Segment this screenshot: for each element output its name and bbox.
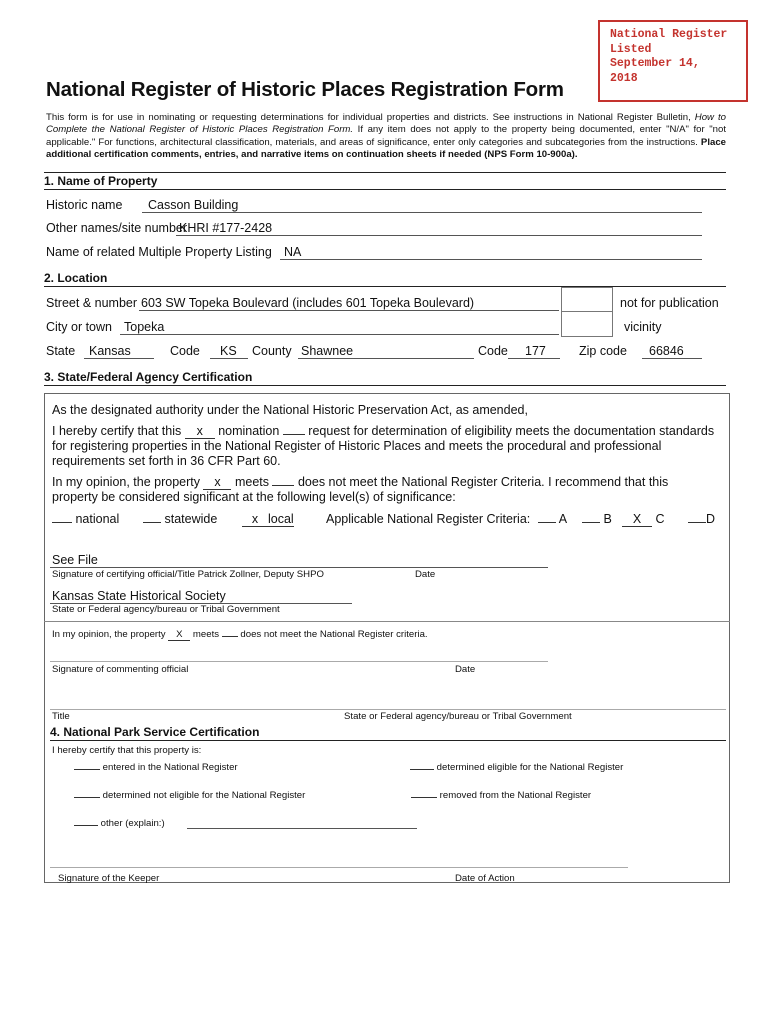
criteria-d: [688, 512, 715, 526]
stamp-line-4: 2018: [610, 71, 638, 85]
mpl-label: Name of related Multiple Property Listing: [46, 245, 272, 259]
not-for-publication-label: not for publication: [620, 296, 719, 310]
zip-label: Zip code: [579, 344, 627, 358]
opinion-text-c: does not meet the National Register Criteria. I recommend that this: [297, 475, 669, 489]
intro-text-2: If any item does not apply to the property being documented, enter "N/A" for "not applicable." For functions, architectural classification, materials, and areas of significance, enter only categories and subcategories from the instructions.: [46, 124, 726, 148]
comment-text-a: In my opinion, the property: [52, 629, 169, 640]
signature-label: Signature of certifying official/Title Patrick Zollner, Deputy SHPO: [52, 569, 324, 580]
criteria-c-mark[interactable]: X: [622, 512, 652, 527]
entered-mark[interactable]: [74, 769, 100, 770]
city-value[interactable]: Topeka: [124, 320, 165, 334]
vicinity-checkbox[interactable]: [561, 311, 613, 337]
signature-date-label: Date: [415, 569, 436, 580]
intro-bold-note: Place additional certification comments, entries, and narrative items on continuation sheets if needed (NPS Form 10-900a).: [46, 136, 726, 161]
section-4-heading: 4. National Park Service Certification: [50, 725, 726, 741]
street-value[interactable]: 603 SW Topeka Boulevard (includes 601 Topeka Boulevard): [141, 296, 475, 310]
county-code-label: Code: [478, 344, 508, 358]
nps-removed: [411, 790, 591, 801]
date-of-action-label: Date of Action: [455, 873, 515, 884]
comment-opinion: [52, 629, 428, 641]
vicinity-label: vicinity: [624, 320, 662, 334]
nps-intro: I hereby certify that this property is:: [52, 745, 202, 756]
keeper-signature-label: Signature of the Keeper: [58, 873, 160, 884]
agency-label: State or Federal agency/bureau or Tribal Government: [52, 604, 280, 615]
entered-label: entered in the National Register: [102, 762, 238, 773]
criteria-c-label: C: [655, 512, 665, 526]
nps-determined-eligible: [410, 762, 623, 773]
statewide-mark[interactable]: [143, 522, 161, 523]
comment-does-not-meet-mark[interactable]: [222, 636, 238, 637]
title-label: Title: [52, 711, 70, 722]
not-eligible-label: determined not eligible for the National Register: [102, 790, 306, 801]
determined-eligible-label: determined eligible for the National Register: [436, 762, 624, 773]
national-mark[interactable]: [52, 522, 72, 523]
other-names-label: Other names/site number: [46, 221, 188, 235]
level-local: [242, 512, 294, 527]
county-code-line: [508, 358, 560, 359]
city-line: [120, 334, 559, 335]
level-national: [52, 512, 119, 526]
other-mark[interactable]: [74, 825, 98, 826]
certify-line-1: [52, 424, 714, 439]
page-title: National Register of Historic Places Registration Form: [46, 78, 564, 101]
national-label: national: [75, 512, 120, 526]
state-line: [84, 358, 154, 359]
city-label: City or town: [46, 320, 112, 334]
removed-mark[interactable]: [411, 797, 437, 798]
comment-meets-mark[interactable]: X: [168, 629, 190, 641]
comment-date-label: Date: [455, 664, 476, 675]
section-1-heading: 1. Name of Property: [44, 174, 726, 190]
divider-comment: [44, 621, 730, 622]
other-label: other (explain:): [100, 818, 165, 829]
intro-paragraph: [46, 112, 726, 162]
criteria-d-mark[interactable]: [688, 522, 706, 523]
request-mark[interactable]: [283, 434, 305, 435]
comment-text-b: meets: [190, 629, 222, 640]
historic-name-value[interactable]: Casson Building: [148, 198, 239, 212]
certify-line-3: requirements set forth in 36 CFR Part 60.: [52, 454, 281, 468]
intro-text-1: This form is for use in nominating or requesting determinations for individual properties and districts. See instructions in National Register Bulletin,: [46, 112, 695, 123]
section-1-top-rule: [44, 172, 726, 173]
does-not-meet-mark[interactable]: [272, 485, 294, 486]
criteria-a-mark[interactable]: [538, 522, 556, 523]
not-for-publication-checkbox[interactable]: [561, 287, 613, 313]
title-line: [50, 709, 726, 710]
title-agency-label: State or Federal agency/bureau or Tribal Government: [344, 711, 572, 722]
nps-other: [74, 818, 165, 829]
keeper-signature-line: [50, 867, 628, 868]
local-label: local: [268, 512, 294, 526]
state-value[interactable]: Kansas: [89, 344, 131, 358]
listing-stamp: [598, 20, 748, 102]
criteria-a: [538, 512, 567, 526]
certify-text-a: I hereby certify that this: [52, 424, 185, 438]
criteria-d-label: D: [706, 512, 716, 526]
mpl-value[interactable]: NA: [284, 245, 302, 259]
section-2-heading: 2. Location: [44, 271, 726, 287]
agency-value[interactable]: Kansas State Historical Society: [52, 589, 226, 603]
stamp-line-3: September 14,: [610, 57, 700, 70]
other-names-line: [176, 235, 702, 236]
determined-eligible-mark[interactable]: [410, 769, 434, 770]
section-3-heading: 3. State/Federal Agency Certification: [44, 370, 726, 386]
county-label: County: [252, 344, 292, 358]
certify-line-2: for registering properties in the National Register of Historic Places and meets the procedural and professional: [52, 439, 662, 453]
zip-value[interactable]: 66846: [649, 344, 684, 358]
state-code-label: Code: [170, 344, 200, 358]
nps-not-eligible: [74, 790, 305, 801]
nomination-mark[interactable]: x: [185, 424, 215, 439]
historic-name-line: [142, 212, 702, 213]
comment-signature-label: Signature of commenting official: [52, 664, 189, 675]
zip-line: [642, 358, 702, 359]
other-names-value[interactable]: KHRI #177-2428: [179, 221, 273, 235]
criteria-b-mark[interactable]: [582, 522, 600, 523]
nps-entered: [74, 762, 238, 773]
criteria-b: [582, 512, 612, 526]
criteria-c: [622, 512, 665, 527]
opinion-text-b: meets: [234, 475, 273, 489]
signature-value[interactable]: See File: [52, 553, 98, 567]
level-statewide: [143, 512, 217, 526]
historic-name-label: Historic name: [46, 198, 123, 212]
street-label: Street & number: [46, 296, 138, 310]
county-line: [298, 358, 474, 359]
not-eligible-mark[interactable]: [74, 797, 100, 798]
statewide-label: statewide: [164, 512, 218, 526]
certify-text-c: request for determination of eligibility meets the documentation standards: [308, 424, 715, 438]
criteria-label: Applicable National Register Criteria:: [326, 512, 531, 526]
comment-signature-line: [50, 661, 548, 662]
meets-mark[interactable]: x: [203, 475, 231, 490]
opinion-line-1: [52, 475, 668, 490]
opinion-line-2: property be considered significant at the following level(s) of significance:: [52, 490, 456, 504]
opinion-text-a: In my opinion, the property: [52, 475, 204, 489]
authority-statement: As the designated authority under the National Historic Preservation Act, as amended,: [52, 403, 528, 417]
county-value[interactable]: Shawnee: [301, 344, 354, 358]
intro-bulletin-title: How to Complete the National Register of Historic Places Registration Form.: [46, 112, 726, 136]
signature-line: [50, 567, 548, 568]
county-code-value[interactable]: 177: [525, 344, 546, 358]
comment-text-c: does not meet the National Register criteria.: [237, 629, 428, 640]
certify-text-b: nomination: [218, 424, 283, 438]
local-mark[interactable]: x: [242, 512, 268, 527]
mpl-line: [280, 259, 702, 260]
other-explain-line[interactable]: [187, 828, 417, 829]
stamp-line-2: Listed: [610, 42, 652, 56]
state-code-line: [210, 358, 248, 359]
state-label: State: [46, 344, 76, 358]
criteria-b-label: B: [603, 512, 612, 526]
state-code-value[interactable]: KS: [220, 344, 237, 358]
stamp-line-1: National Register: [610, 28, 728, 41]
street-line: [139, 310, 559, 311]
removed-label: removed from the National Register: [439, 790, 592, 801]
criteria-a-label: A: [558, 512, 568, 526]
